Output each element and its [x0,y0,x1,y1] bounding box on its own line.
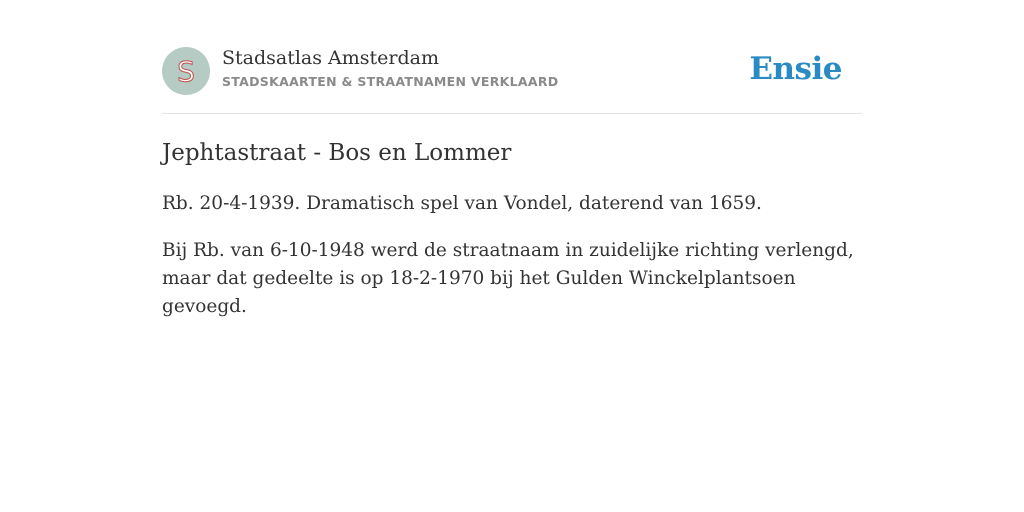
ensie-logo-link[interactable]: Ensie [749,51,842,87]
site-header [162,0,862,114]
article-title: Jephtastraat - Bos en Lommer [162,140,512,166]
site-title[interactable]: Stadsatlas Amsterdam [222,47,440,69]
article-paragraph-2: Bij Rb. van 6-10-1948 werd de straatnaam in zuidelijke richting verlengd, maar dat gedeelte is op 18-2-1970 bij het Gulden Winckelplantsoen gevoegd. [162,240,854,317]
content-container [162,0,862,317]
site-subtitle: STADSKAARTEN & STRAATNAMEN VERKLAARD [222,74,559,89]
avatar[interactable] [162,47,210,95]
article-paragraph-1: Rb. 20-4-1939. Dramatisch spel van Vondel, daterend van 1659. [162,193,762,214]
avatar-letter: S [177,54,195,88]
